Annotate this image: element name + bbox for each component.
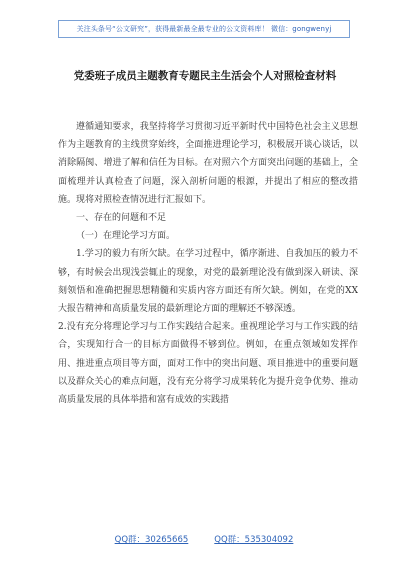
footer	[0, 533, 408, 545]
qq-group-link-2[interactable]: QQ群：535304092	[214, 535, 294, 545]
subsection-heading: （一）在理论学习方面。	[76, 231, 176, 242]
section-heading: 一、存在的问题和不足	[76, 213, 167, 224]
header-banner	[58, 20, 350, 38]
item-paragraph-1: 1.学习的毅力有所欠缺。在学习过程中，循序渐进、自我加压的毅力不够，有时候会出现浅尝辄止的现象，对党的最新理论没有做到深入研读、深刻领悟和准确把握思想精髓和实质内容方面还有所欠缺。例如，在党的XX大报告精神和高质量发展的最新理论方面的理解还不够深透。	[58, 249, 358, 315]
item-paragraph-2: 2.没有充分将理论学习与工作实践结合起来。重视理论学习与工作实践的结合，实现知行合一的目标方面做得不够到位。例如，在重点领域如发挥作用、推进重点项目等方面，面对工作中的突出问题、项目推进中的重要问题以及群众关心的难点问题，没有充分将学习成果转化为提升竞争优势、推动高质量发展的具体举措和富有成效的实践措	[58, 322, 358, 406]
intro-paragraph: 遵循通知要求，我坚持将学习贯彻习近平新时代中国特色社会主义思想作为主题教育的主线贯穿始终，全面推进理论学习，积极展开谈心谈话，以消除隔阂、增进了解和信任为目标。在对照六个方面突出问题的基础上，全面梳理并认真检查了问题，深入剖析问题的根源，并提出了相应的整改措施。现将对照检查情况进行汇报如下。	[58, 122, 358, 205]
document-title: 党委班子成员主题教育专题民主生活会个人对照检查材料	[73, 70, 337, 82]
document-body	[58, 118, 358, 409]
header-banner-text: 关注头条号“公文研究”，获得最新最全最专业的公文资料库！ 微信：gongwenyj	[76, 25, 332, 33]
qq-group-link-1[interactable]: QQ群：30265665	[114, 535, 189, 545]
